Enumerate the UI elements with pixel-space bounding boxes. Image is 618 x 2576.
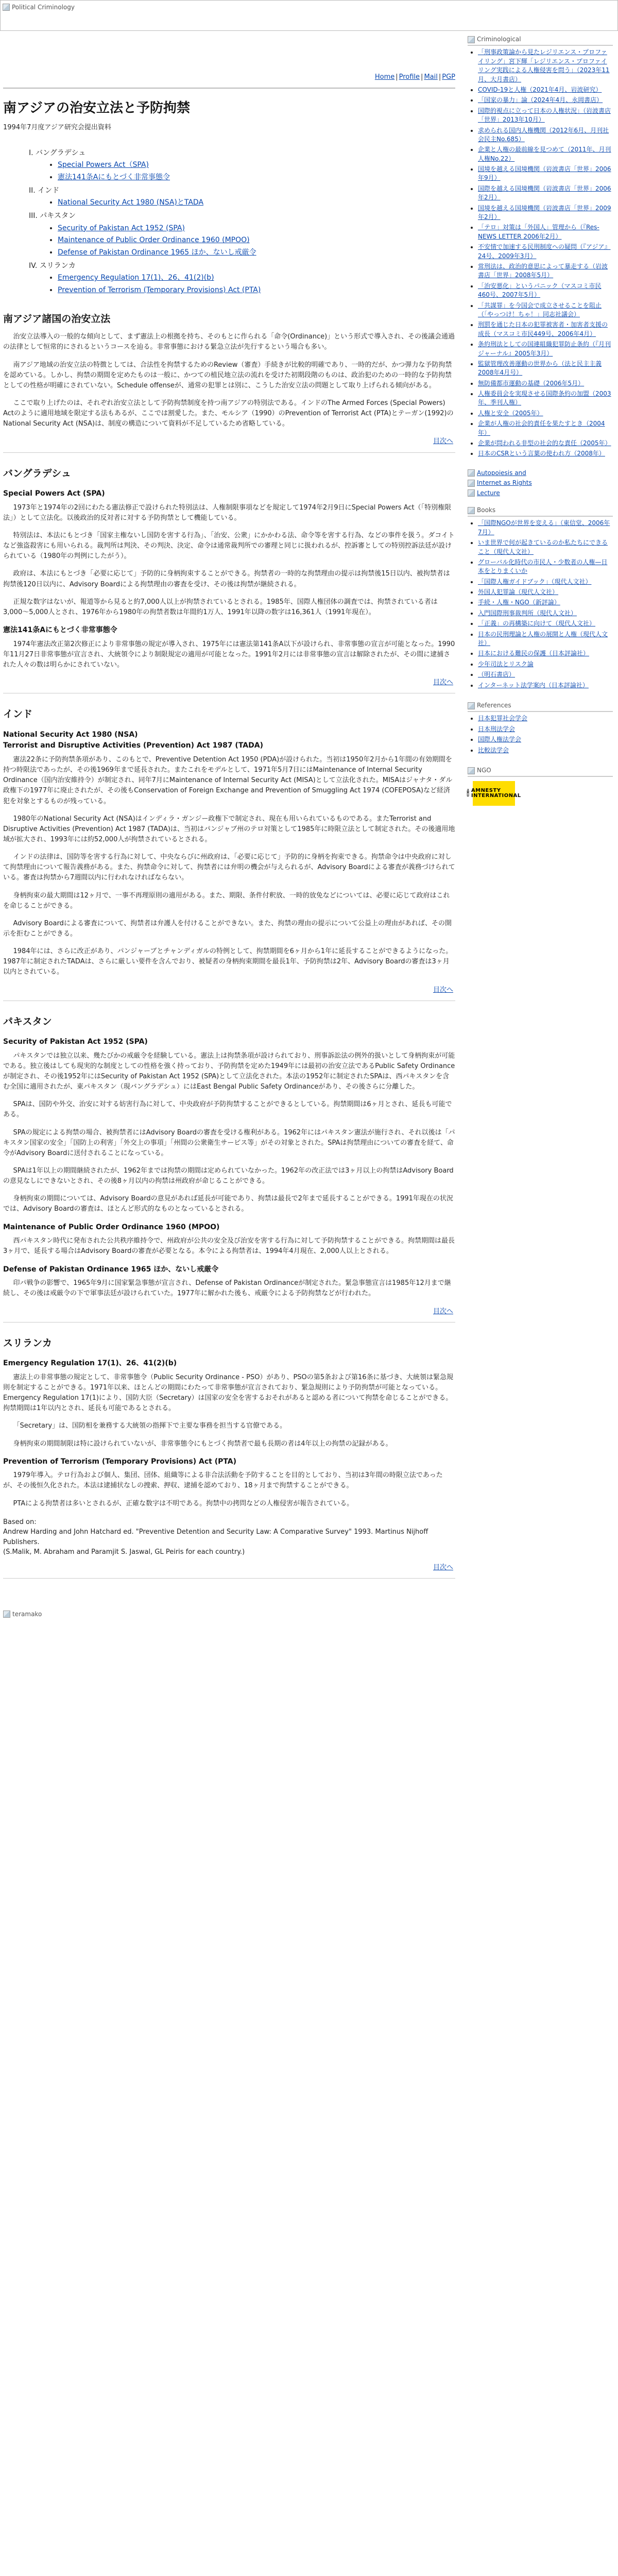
bd-141a-heading: 憲法141条Aにもとづく非常事態令 bbox=[3, 625, 117, 634]
sidebar-list-item bbox=[478, 301, 613, 319]
divider bbox=[3, 1322, 455, 1323]
sidebar-list-item bbox=[478, 340, 613, 358]
toc-item bbox=[58, 247, 455, 259]
sidebar-link[interactable]: 国際を越える国境機関（岩波書店「世界」2006年2月） bbox=[478, 184, 611, 201]
sidebar-link[interactable]: 日本における難民の保護（日本評論社） bbox=[478, 650, 590, 657]
to-top-link[interactable]: 目次へ bbox=[433, 679, 453, 687]
sidebar-books-list bbox=[468, 519, 613, 690]
pakistan-heading: パキスタン bbox=[3, 1015, 52, 1027]
nav-separator: | bbox=[421, 73, 423, 81]
sidebar-image-alt: Autopoiesis and bbox=[477, 469, 526, 477]
toc-item bbox=[58, 273, 455, 284]
pk-dpo-heading: Defense of Pakistan Ordinance 1965 ほか、ないし戒厳令 bbox=[3, 1265, 219, 1274]
toc-item bbox=[58, 285, 455, 296]
broken-image-icon bbox=[468, 469, 475, 477]
to-top-link[interactable]: 目次へ bbox=[433, 986, 453, 994]
sidebar-list-item bbox=[478, 360, 613, 378]
sidebar-list-item bbox=[478, 262, 613, 280]
site-banner bbox=[0, 0, 618, 31]
india-body bbox=[3, 755, 455, 978]
sidebar-list-item bbox=[478, 184, 613, 202]
body-paragraph: 憲法22条に予防拘禁条項があり、このもとで、Preventive Detention Act 1950 (PDA)が設けられた。当初は1950年2月から1年間の有効期間を持つ時限法であったが、その後1969年まで延長された。またこれをモデルとして、1971年5月7日にはMaintenance of Internal Security Ordinance（国内治安維持令）が制定され、同年7月にMaintenance of Internal Security Act (MISA)として立法化された。MISAはジャナタ・ダル政権下の1977年に廃止されたが、その後もConservation of Foreign Exchange and Prevention of Smuggling Act 1974 (COFEPOSA)など経済犯を対象とするものが残っている。 bbox=[3, 755, 453, 805]
broken-image-icon bbox=[468, 702, 475, 709]
sidebar-link[interactable]: 条約刑法としての国連組織犯罪防止条約（『月刊ジャーナル』2005年3月） bbox=[478, 341, 611, 357]
toc-section-label: I. バングラデシュ bbox=[29, 148, 86, 157]
bd-141a-body bbox=[3, 639, 455, 670]
pk-mpoo-heading: Maintenance of Public Order Ordinance 1960 (MPOO) bbox=[3, 1223, 220, 1231]
body-paragraph: 「Secretary」は、国防相を兼務する大統領の指揮下で主要な事務を担当する官僚である。 bbox=[13, 1422, 287, 1430]
footer-image bbox=[3, 1609, 455, 1619]
sidebar-criminology-title: Criminological bbox=[468, 35, 613, 46]
amnesty-logo-link[interactable] bbox=[467, 781, 521, 806]
sidebar-link[interactable]: 日本刑法学会 bbox=[478, 725, 516, 733]
to-top-link[interactable]: 目次へ bbox=[433, 437, 453, 446]
toc-section bbox=[29, 185, 455, 209]
sidebar-list-item bbox=[478, 165, 613, 183]
sidebar-list-item bbox=[478, 439, 613, 448]
sidebar-link[interactable]: 比較法学会 bbox=[478, 746, 509, 754]
source-label: Based on: bbox=[3, 1518, 37, 1526]
broken-image-icon bbox=[3, 1611, 10, 1618]
sidebar-link[interactable]: 「正義」の再構築に向けて（現代人文社） bbox=[478, 620, 596, 628]
toc-item bbox=[58, 172, 455, 183]
toc-item bbox=[58, 160, 455, 171]
toc-section-label: II. インド bbox=[29, 186, 60, 195]
sidebar-list-item bbox=[478, 126, 613, 144]
sidebar-link[interactable]: 刑罰を通じた日本の犯罪被害者・加害者支援の成長（マスコミ市民449号、2006年4月） bbox=[478, 321, 608, 337]
body-paragraph: パキスタンでは独立以来、幾たびかの戒厳令を経験している。憲法上は拘禁条項が設けられており、刑事訴訟法の例外的扱いとして身柄拘束が可能である。独立後はしても現実的な制度としての性格を強く持っており、予防拘禁を定めた1949年には最初の治安立法であるPublic Safety Ordinanceが制定され、その後1952年にはSecurity of Pakistan Act 1952 (SPA)として立法化された。本法の1952年に制定されたSPAは、西パキスタンを含む全国に適用されたが、東パキスタン（現バングラデシュ）にはEast Bengal Public Safety Ordinanceがあり、その後さらに分離した。 bbox=[3, 1052, 455, 1091]
sidebar-link[interactable]: 少年司法とリスク論 bbox=[478, 660, 534, 668]
source-note: (S.Malik, M. Abraham and Paramjit S. Jaswal, GL Peiris for each country.) bbox=[3, 1548, 245, 1556]
bd-spa-body bbox=[3, 503, 455, 618]
candle-icon: 🕯 bbox=[467, 788, 469, 799]
sidebar-list-item bbox=[478, 538, 613, 556]
sidebar-link[interactable]: 「共謀罪」を今国会で成立させることを阻止（「やっつけ！ちゃ！」同志社議会） bbox=[478, 301, 602, 318]
pk-spa-body bbox=[3, 1051, 455, 1215]
nav-separator: | bbox=[438, 73, 441, 81]
sidebar-link[interactable]: いま世界で何が起きているのか私たちにできること（現代人文社） bbox=[478, 539, 608, 555]
nav-separator: | bbox=[396, 73, 398, 81]
sidebar-list-item bbox=[478, 619, 613, 628]
toc-sublist bbox=[29, 273, 455, 296]
broken-image-icon bbox=[468, 489, 475, 497]
sidebar-list-item bbox=[478, 107, 613, 125]
sidebar-list-item bbox=[478, 746, 613, 755]
toc-sublist bbox=[29, 223, 455, 259]
sidebar-image-links bbox=[468, 469, 613, 498]
sidebar-list-item bbox=[478, 243, 613, 261]
body-paragraph: 特別法は、本法にもとづき「国家主権ないし国防を害する行為」、「治安、公衆」にかかわる法、命令等を害する行為、などの事件を扱う。ダコイトなど強盗殺害にも用いられる。裁判所は判決、その判決、決定、命令は通常裁判所での審理と同じに扱われるが、控訴審としての特別控訴法廷が設けられている（1980年の判例にしたがう）。 bbox=[3, 531, 455, 561]
body-paragraph: SPAは、国防や外交、治安に対する妨害行為に対して、中央政府が予防拘禁することができるとしている。拘禁期間は6ヶ月とされ、延長も可能である。 bbox=[3, 1100, 452, 1119]
footer-image-alt: teramako bbox=[12, 1610, 42, 1618]
sidebar-references-list bbox=[468, 714, 613, 755]
toc-section bbox=[29, 148, 455, 183]
banner-alt-text: Political Criminology bbox=[12, 4, 75, 11]
nav-link-pgp[interactable]: PGP bbox=[442, 73, 455, 81]
body-paragraph: 印パ戦争の影響で、1965年9月に国家緊急事態が宣言され、Defense of Pakistan Ordinanceが制定された。緊急事態宣言は1985年12月まで継続し、その後は戒厳令の下で軍事法廷が設けられていた。1977年に解かれた後も、戒厳令による予防拘禁などが行われた。 bbox=[3, 1279, 451, 1298]
sidebar-list-item bbox=[478, 48, 613, 84]
body-paragraph: PTAによる拘禁者は多いとされるが、正確な数字は不明である。拘禁中の拷問などの人権侵害が報告されている。 bbox=[13, 1499, 354, 1507]
table-of-contents bbox=[29, 148, 455, 296]
sidebar-link[interactable]: グローバル化時代の市民人・少数者の人権—日本をとりまくいか bbox=[478, 558, 608, 575]
toc-sublist bbox=[29, 197, 455, 209]
sidebar-list-item bbox=[478, 449, 613, 458]
sl-pta-heading: Prevention of Terrorism (Temporary Provisions) Act (PTA) bbox=[3, 1457, 237, 1466]
sidebar-link[interactable]: インターネット法学案内（日本評論社） bbox=[478, 681, 589, 689]
toc-link[interactable]: National Security Act 1980 (NSA)とTADA bbox=[58, 198, 204, 207]
toc-section-label: IV. スリランカ bbox=[29, 261, 76, 270]
amnesty-logo-text: AMNESTY INTERNATIONAL bbox=[471, 787, 521, 799]
to-top-link[interactable]: 目次へ bbox=[433, 1563, 453, 1571]
body-paragraph: 身柄拘束の期間については、Advisory Boardの意見があれば延長が可能であり、拘禁は最長で2年まで延長することができる。1991年現在の状況では、Advisory Boardの審査は、ほとんど形式的なものとなっているとされる。 bbox=[3, 1195, 453, 1213]
body-paragraph: 政府は、本法にもとづき「必要に応じて」予防的に身柄拘束することができる。拘禁者の一時的な拘禁理由の提示は拘禁後15日以内、被拘禁者は拘禁後120日以内に、Advisory Boardによる拘禁理由の審査を受け、その後は拘禁が継続される。 bbox=[3, 570, 450, 588]
sidebar-references-title: References bbox=[468, 701, 613, 712]
body-paragraph: 身柄拘束の期間制限は特に設けられていないが、非常事態令にもとづく拘禁者で最も長期の者は4年以上の拘禁の記録がある。 bbox=[13, 1439, 392, 1448]
body-paragraph: 正規な数字はないが、報道等から見ると約7,000人以上が拘禁されているとされる。1985年、国際人権団体の調査では、拘禁されている者は3,000～5,000人とされ、1976年から1980年の拘禁者数は年間約1万人、1991年以降の数字は16,361人（1991年現在）。 bbox=[3, 598, 438, 616]
sidebar-list-item bbox=[478, 558, 613, 576]
sidebar-list-item bbox=[478, 670, 613, 679]
sidebar-link[interactable]: 日本のCSRという言葉の使われ方（2008年） bbox=[478, 450, 605, 457]
sidebar-link[interactable]: 「国家の暴力」論（2024年4月、永岡書店） bbox=[478, 96, 603, 104]
sidebar-list-item bbox=[478, 630, 613, 648]
divider bbox=[3, 1578, 455, 1579]
sidebar-list-item bbox=[478, 725, 613, 734]
sidebar-link[interactable]: 企業が問われる非型の社会的な責任（2005年） bbox=[478, 439, 611, 447]
top-nav bbox=[3, 72, 455, 82]
sidebar-books-title: Books bbox=[468, 506, 613, 517]
sidebar-link[interactable]: 不安情で加速する民刑制度への疑問（『アジア』24号、2009年3月） bbox=[478, 243, 611, 260]
sidebar-link[interactable]: 国境を越える国境機関（岩波書店「世界」2006年9月） bbox=[478, 165, 611, 182]
intro-heading: 南アジア諸国の治安立法 bbox=[3, 313, 111, 325]
sidebar-list-item bbox=[478, 681, 613, 690]
body-paragraph: 1974年憲法改正第2次修正により非常事態の規定が導入され、1975年には憲法第141条A以下が設けられ、非常事態の宣言が可能となった。1990年11月27日非常事態が宣言され、大統領令により制限規定の適用が可能となった。1991年2月には非常事態の宣言は解除されたが、その間に逮捕された人々の数は明らかにされていない。 bbox=[3, 640, 455, 669]
toc-section bbox=[29, 261, 455, 296]
toc-item bbox=[58, 235, 455, 246]
toc-item bbox=[58, 197, 455, 209]
sidebar-list-item bbox=[478, 96, 613, 105]
sidebar-list-item bbox=[478, 609, 613, 618]
sidebar-link[interactable]: 「国際NGOが世界を変える」（東信堂、2006年7月） bbox=[478, 519, 610, 536]
sidebar-link[interactable]: 「刑事政策論から見たレジリエンス・プロファイリング」宮下輝「レジリエンス・プロファイリング実践による人権侵害を問う」（2023年11月、大月書店） bbox=[478, 48, 610, 83]
bangladesh-heading: バングラデシュ bbox=[3, 467, 71, 479]
sidebar-link[interactable]: 監獄管理改善運動の世界から（法と民主主義2008年4月号） bbox=[478, 360, 602, 377]
body-paragraph: 西パキスタン時代に発布された公共秩序維持令で、州政府が公共の安全及び治安を害する行為に対して予防拘禁することができる。拘禁期間は最長3ヶ月で、延長する場合はAdvisory Boardの審査が必要となる。本令による拘禁者は、1994年4月現在、2,000人以上とされる。 bbox=[3, 1237, 455, 1256]
sidebar-link[interactable]: COVID-19と人権（2021年4月、岩波研究） bbox=[478, 86, 602, 93]
sidebar-link[interactable]: （明石書店） bbox=[478, 671, 516, 679]
india-heading: インド bbox=[3, 708, 33, 720]
body-paragraph: 1979年導入。テロ行為および個人、集団、団体、組織等による非合法活動を予防することを目的としており、当初は3年間の時限立法であったが、その後恒久化された。本法は逮捕状なしの捜索、押収、逮捕を認めており、18ヶ月まで拘禁することができる。 bbox=[3, 1471, 443, 1490]
broken-image-icon bbox=[468, 767, 475, 774]
sidebar-list-item bbox=[478, 714, 613, 723]
body-paragraph: 憲法上の非常事態の規定として、非常事態令（Public Security Ordinance - PSO）があり、PSOの第5条および第16条に基づき、大統領は緊急規則を制定することができる。1971年以来、ほとんどの期間にわたって非常事態が宣言されており、緊急規則により予防拘禁が可能となっている。Emergency Regulation 17(1)により、国防大臣（Secretary）は国家の安全を害するおそれがあると認める者について拘禁を命じることができる。拘禁期間は1年以内とされ、延長も可能であるとされる。 bbox=[3, 1373, 454, 1413]
toc-link[interactable]: Maintenance of Public Order Ordinance 1960 (MPOO) bbox=[58, 236, 250, 245]
sidebar-image-alt: Lecture bbox=[477, 489, 500, 497]
source-reference: Andrew Harding and John Hatchard ed. "Preventive Detention and Security Law: A Comparative Survey" 1993. Martinus Nijhoff Publishers. bbox=[3, 1528, 428, 1546]
nav-link-mail[interactable]: Mail bbox=[424, 73, 438, 81]
sidebar-link[interactable]: 国際的視点に立って日本の人権状況」（岩波書店「世界」2013年10月） bbox=[478, 107, 611, 124]
sidebar-link[interactable]: 国際人権法学会 bbox=[478, 736, 522, 743]
sidebar-list-item bbox=[478, 735, 613, 744]
page-title: 南アジアの治安立法と予防拘禁 bbox=[3, 100, 190, 116]
sidebar-link[interactable]: 常刑法は、政治的意思によって暴走する（岩波書店「世界」2008年5月） bbox=[478, 262, 608, 279]
sidebar-criminology-list bbox=[468, 48, 613, 458]
toc-sublist bbox=[29, 160, 455, 183]
sidebar-list-item bbox=[478, 379, 613, 388]
sidebar-link[interactable]: 日本犯罪社会学会 bbox=[478, 715, 528, 722]
sidebar-list-item bbox=[478, 409, 613, 418]
body-paragraph: ここで取り上げたのは、それぞれ治安立法として予防拘禁制度を持つ南アジアの特別法である。インドのThe Armed Forces (Special Powers) Actのように適用地域を限定する法もあるが、ここでは割愛した。また、モルシア（1990）のPrevention of Terrorist Act (PTA)とテーガン(1992)のNational Security Act (NSA)は、制度の構造について資料が不足しているため省略している。 bbox=[3, 399, 454, 428]
toc-link[interactable]: 憲法141条Aにもとづく非常事態令 bbox=[58, 173, 170, 181]
sidebar-link[interactable]: 無防備都市運動の基礎（2006年5月） bbox=[478, 379, 585, 387]
sidebar-image-alt: Internet as Rights bbox=[477, 479, 532, 487]
pk-spa-heading: Security of Pakistan Act 1952 (SPA) bbox=[3, 1038, 148, 1046]
sidebar-list-item bbox=[478, 578, 613, 586]
sidebar-link[interactable]: 外国人犯罪論（現代人文社） bbox=[478, 588, 559, 596]
sidebar-list-item bbox=[478, 598, 613, 607]
sidebar bbox=[468, 31, 613, 806]
body-paragraph: Advisory Boardによる審査について、拘禁者は弁護人を付けることができない。また、拘禁の理由の提示について公益上の理由があれば、その開示を拒むことができる。 bbox=[3, 919, 452, 938]
body-paragraph: インドの法律は、国防等を害する行為に対して、中央ならびに州政府は、「必要に応じて」予防的に身柄を拘束できる。拘禁命令は中央政府に対して拘禁理由について報告義務がある。また、拘禁命令に対して、拘禁者には弁明の機会が与えられるが、Advisory Boardによる審査が義務づけられている。審査は拘禁から7週間以内に行われなければならない。 bbox=[3, 853, 455, 882]
sidebar-list-item bbox=[478, 660, 613, 669]
toc-link[interactable]: Special Powers Act（SPA) bbox=[58, 161, 149, 170]
sidebar-image-link[interactable] bbox=[468, 479, 613, 487]
sidebar-list-item bbox=[478, 588, 613, 597]
toc-link[interactable]: Emergency Regulation 17(1)、26、41(2)(b) bbox=[58, 274, 214, 282]
sidebar-link[interactable]: 求められる国内人権機関（2012年6月、月刊社会民主No.685） bbox=[478, 126, 609, 143]
source-citation bbox=[3, 1517, 455, 1557]
toc-item bbox=[58, 223, 455, 234]
sidebar-link[interactable]: 「テロ」対策は「外国人」管理から（『Res-NEWS LETTER 2006年2月） bbox=[478, 224, 599, 240]
india-tada-heading: Terrorist and Disruptive Activities (Prevention) Act 1987 (TADA) bbox=[3, 741, 263, 750]
broken-image-icon bbox=[3, 4, 10, 11]
bd-spa-heading: Special Powers Act (SPA) bbox=[3, 489, 105, 498]
body-paragraph: 1984年には、さらに改正があり、パンジャーブとチャンディガルの特例として、拘禁期間を6ヶ月から1年に延長することができるようになった。1987年に制定されたTADAは、さらに厳しい要件を含んでおり、被疑者の身柄拘束期間を最長1年、予防拘禁は2年、Advisory Boardの審査は3ヶ月以内とされている。 bbox=[3, 947, 453, 976]
body-paragraph: 1980年のNational Security Act (NSA)はインディラ・ガンジー政権下で制定され、現在も用いられているものである。またTerrorist and Disruptive Activities (Prevention) Act 1987 (TADA)は、当初はパンジャブ州のテロ対策として1985年に時限立法として制定された。その後適用地域が拡大され、1993年には約52,000人が拘禁されているとされる。 bbox=[3, 815, 455, 843]
toc-link[interactable]: Security of Pakistan Act 1952 (SPA) bbox=[58, 224, 185, 232]
sidebar-image-link[interactable] bbox=[468, 489, 613, 498]
sl-er-body bbox=[3, 1372, 455, 1449]
toc-section-label: III. パキスタン bbox=[29, 212, 76, 221]
srilanka-heading: スリランカ bbox=[3, 1337, 53, 1349]
pk-mpoo-body bbox=[3, 1236, 455, 1257]
sidebar-list-item bbox=[478, 145, 613, 163]
sidebar-link[interactable]: 入門国際刑事裁判所（現代人文社） bbox=[478, 609, 577, 617]
sidebar-link[interactable]: 人権と安全（2005年） bbox=[478, 409, 543, 417]
sl-er-heading: Emergency Regulation 17(1)、26、41(2)(b) bbox=[3, 1359, 177, 1368]
page-subtitle: 1994年7月度アジア研究会提出資料 bbox=[3, 124, 111, 132]
nav-link-home[interactable]: Home bbox=[374, 73, 395, 81]
body-paragraph: SPAは1年以上の期間継続されたが、1962年までは拘禁の期間は定められていなかった。1962年の改正法では3ヶ月以上の拘禁はAdvisory Boardの意見なしにできないとされ、その後8ヶ月以内の拘禁は州政府が命じることができる。 bbox=[3, 1167, 454, 1185]
body-paragraph: 身柄拘束の最大期間は12ヶ月で、一事不再理原則の適用がある。また、期限、条件付釈放、一時的放免などについては、必要に応じて政府はこれを命じることができる。 bbox=[3, 891, 450, 910]
body-paragraph: SPAの規定による拘禁の場合、被拘禁者にはAdvisory Boardの審査を受ける権利がある。1962年にはパキスタン憲法が施行され、それ以後は「パキスタン国家の安全」「国防上の利害」「外交上の事項」「州間の公衆衛生サービス等」がその対象とされた。SPAは拘禁理由についての審査を経て、命令がAdvisory Boardに送付されることになっている。 bbox=[3, 1128, 455, 1157]
toc-link[interactable]: Defense of Pakistan Ordinance 1965 ほか、ないし戒厳令 bbox=[58, 248, 256, 257]
sidebar-list-item bbox=[478, 223, 613, 241]
intro-body bbox=[3, 332, 455, 429]
divider bbox=[3, 452, 455, 453]
sidebar-list-item bbox=[478, 282, 613, 300]
sidebar-link[interactable]: 人権委員会を実現させる国際条約の加盟（2003年、季刊人権） bbox=[478, 390, 611, 406]
broken-image-icon bbox=[468, 507, 475, 514]
sidebar-link[interactable]: 国境を越える国境機関（岩波書店「世界」2009年2月） bbox=[478, 204, 611, 221]
body-paragraph: 1973年と1974年の2回にわたる憲法修正で設けられた特別法は、人権制限事項などを規定して1974年2月9日にSpecial Powers Act（「特別権限法」）として立法化。以後政治的反対者に対する予防拘禁として機能している。 bbox=[3, 503, 452, 522]
body-paragraph: 南アジア地域の治安立法の特徴としては、合法性を拘禁するためのReview（審査）手続きが比較的明確であり、一時的だが、かつ弾力な予防拘禁を認めている。しかし、拘禁の期間を定めたものは一般に、かつての植民地立法の流れを受けた初期段階のものは、政治犯のための一時的な予防拘禁としての性格が明確にされていない。Schedule offenseが、通常の犯罪とは別に、こうした治安立法の問題として取り上げられる傾向がある。 bbox=[3, 361, 452, 389]
body-paragraph: 治安立法導入の一般的な傾向として、まず憲法上の根拠を持ち、そのもとに作られる「命令(Ordinance)」という形式で導入され、その後議会通過の法律として恒常的にされるというコースを辿る。非常事態における緊急立法が先行するという場合も多い。 bbox=[3, 333, 455, 351]
sidebar-link[interactable]: 手続・人権・NGO（新評論） bbox=[478, 599, 560, 606]
header-rule bbox=[3, 88, 455, 89]
india-nsa-heading: National Security Act 1980 (NSA) bbox=[3, 730, 138, 739]
sidebar-link[interactable]: 「治安悪化」というパニック（マスコミ市民460号、2007年5月） bbox=[478, 282, 602, 299]
sidebar-link[interactable]: 企業と人権の最前線を見つめて（2011年、月刊人権No.22） bbox=[478, 146, 611, 162]
sidebar-list-item bbox=[478, 389, 613, 408]
sidebar-ngo-title: NGO bbox=[468, 766, 613, 777]
broken-image-icon bbox=[468, 480, 475, 487]
main-content bbox=[0, 31, 458, 1619]
to-top-link[interactable]: 目次へ bbox=[433, 1307, 453, 1315]
sidebar-list-item bbox=[478, 649, 613, 658]
sidebar-link[interactable]: 企業が人権の社会的責任を果たすとき（2004年） bbox=[478, 420, 605, 436]
sl-pta-body bbox=[3, 1470, 455, 1509]
sidebar-list-item bbox=[478, 320, 613, 338]
broken-image-icon bbox=[468, 36, 475, 43]
banner-image bbox=[3, 3, 75, 12]
sidebar-link[interactable]: 日本の民刑理論と人権の展開と人権（現代人文社） bbox=[478, 630, 608, 647]
sidebar-list-item bbox=[478, 419, 613, 437]
sidebar-link[interactable]: 「国際人権ガイドブック」（現代人文社） bbox=[478, 578, 592, 585]
pk-dpo-body bbox=[3, 1278, 455, 1299]
sidebar-list-item bbox=[478, 204, 613, 222]
toc-link[interactable]: Prevention of Terrorism (Temporary Provisions) Act (PTA) bbox=[58, 286, 261, 295]
sidebar-list-item bbox=[478, 86, 613, 94]
sidebar-list-item bbox=[478, 519, 613, 537]
sidebar-image-link[interactable] bbox=[468, 469, 613, 478]
nav-link-profile[interactable]: Profile bbox=[399, 73, 420, 81]
toc-section bbox=[29, 211, 455, 259]
